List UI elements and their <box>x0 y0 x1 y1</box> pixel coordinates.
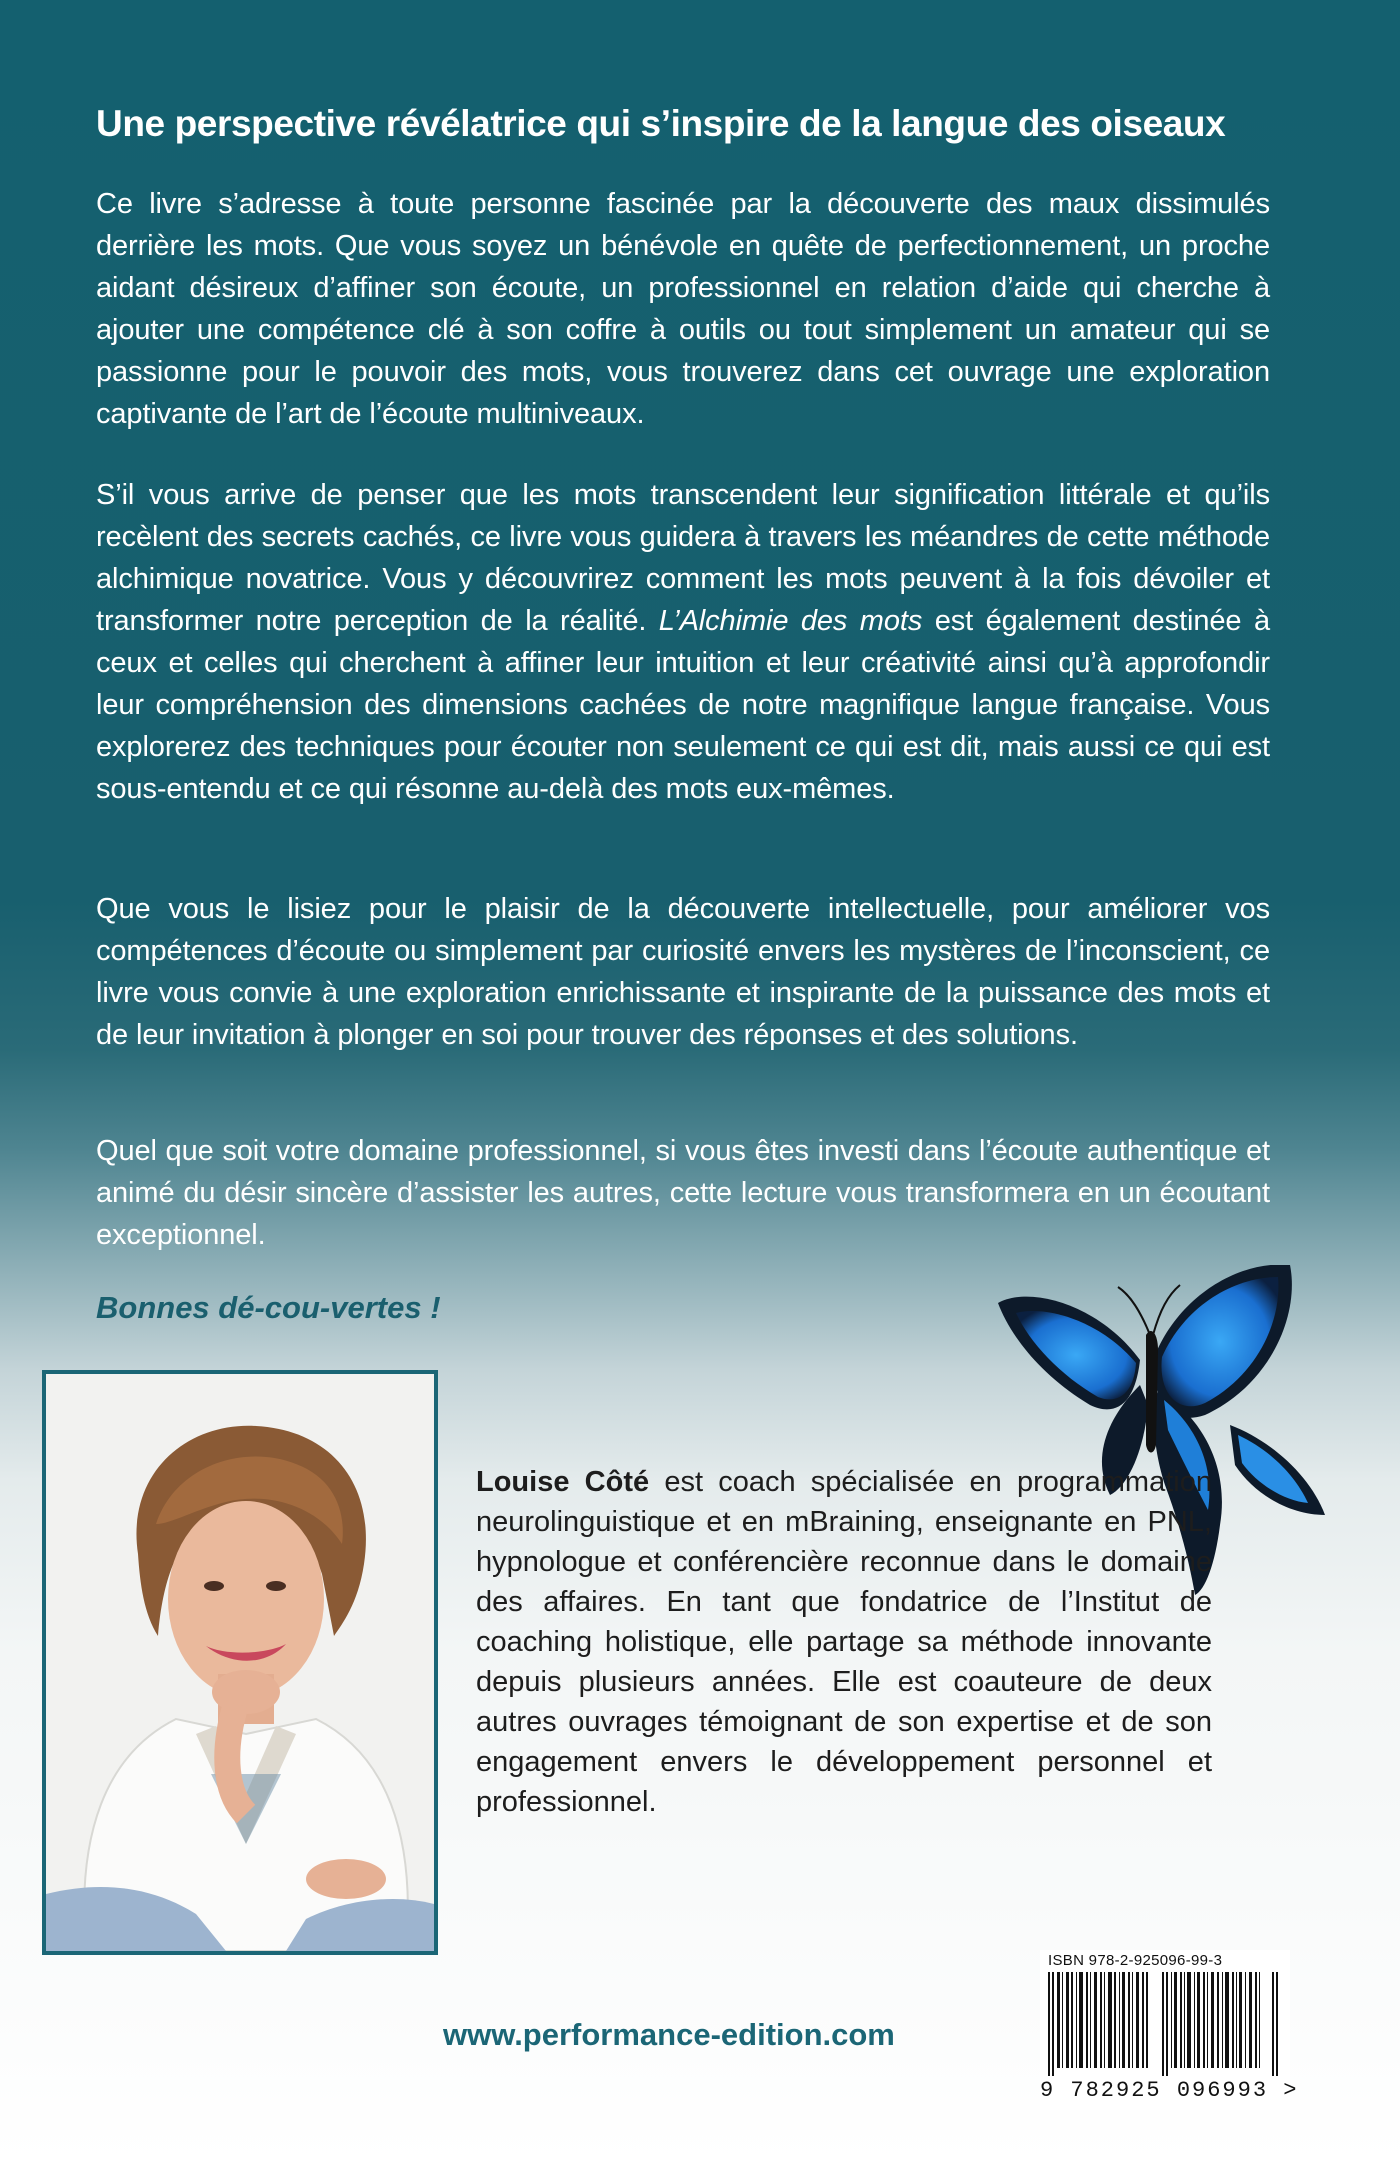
author-bio <box>476 1462 1212 1822</box>
author-name: Louise Côté <box>476 1466 650 1498</box>
description-paragraph-3: Que vous le lisiez pour le plaisir de la découverte intellectuelle, pour améliorer vos compétences d’écoute ou simplement par curiosité envers les mystères de l’inconscient, ce livre vous convie à une exploration enrichissante et inspirante de la puissance des mots et de leur invitation à plonger en soi pour trouver des réponses et des solutions. <box>96 893 1270 1051</box>
isbn-barcode-block <box>1040 1950 1299 2110</box>
isbn-label: ISBN 978-2-925096-99-3 <box>1048 1952 1223 1969</box>
book-title-italic: L’Alchimie des mots <box>658 605 923 637</box>
author-portrait-illustration <box>46 1374 434 1951</box>
barcode <box>1046 1972 1284 2076</box>
description-paragraph-2 <box>96 474 1270 810</box>
author-photo <box>42 1370 438 1955</box>
publisher-website[interactable]: www.performance-edition.com <box>443 2017 895 2052</box>
description-paragraph-4: Quel que soit votre domaine professionnel, si vous êtes investi dans l’écoute authentique et animé du désir sincère d’assister les autres, cette lecture vous transformera en un écoutant exceptionnel. <box>96 1135 1270 1251</box>
author-bio-text: est coach spécialisée en programmation neurolinguistique et en mBraining, enseignante en PNL, hypnologue et conférencière reconnue dans le domaine des affaires. En tant que fondatrice de l’Institut de coaching holistique, elle partage sa méthode innovante depuis plusieurs années. Elle est coauteure de deux autres ouvrages témoignant de son expertise et de son engagement envers le développement personnel et professionnel. <box>476 1466 1212 1818</box>
paragraph-2-text-start: S’il vous arrive de penser que les mots transcendent leur signification littérale et qu’ils recèlent des secrets cachés, ce livre vous guidera à travers les méandres de cette méthode alchimique novatrice. Vous y découvrirez comment les mots peuvent à la fois dévoiler et transformer notre perception de la réalité. <box>96 479 1270 637</box>
closing-line: Bonnes dé-cou-vertes ! <box>96 1290 441 1325</box>
back-cover-headline: Une perspective révélatrice qui s’inspire de la langue des oiseaux <box>96 103 1226 144</box>
paragraph-2-text-end: est également destinée à ceux et celles qui cherchent à affiner leur intuition et leur créativité ainsi qu’à approfondir leur compréhension des dimensions cachées de notre magnifique langue française. Vous explorerez des techniques pour écouter non seulement ce qui est dit, mais aussi ce qui est sous-entendu et ce qui résonne au-delà des mots eux-mêmes. <box>96 605 1270 805</box>
description-paragraph-1: Ce livre s’adresse à toute personne fascinée par la découverte des maux dissimulés derrière les mots. Que vous soyez un bénévole en quête de perfectionnement, un proche aidant désireux d’affiner son écoute, un professionnel en relation d’aide qui cherche à ajouter une compétence clé à son coffre à outils ou tout simplement un amateur qui se passionne pour le pouvoir des mots, vous trouverez dans cet ouvrage une exploration captivante de l’art de l’écoute multiniveaux. <box>96 188 1270 430</box>
barcode-digits: 9 782925 096993 > <box>1040 2078 1299 2103</box>
